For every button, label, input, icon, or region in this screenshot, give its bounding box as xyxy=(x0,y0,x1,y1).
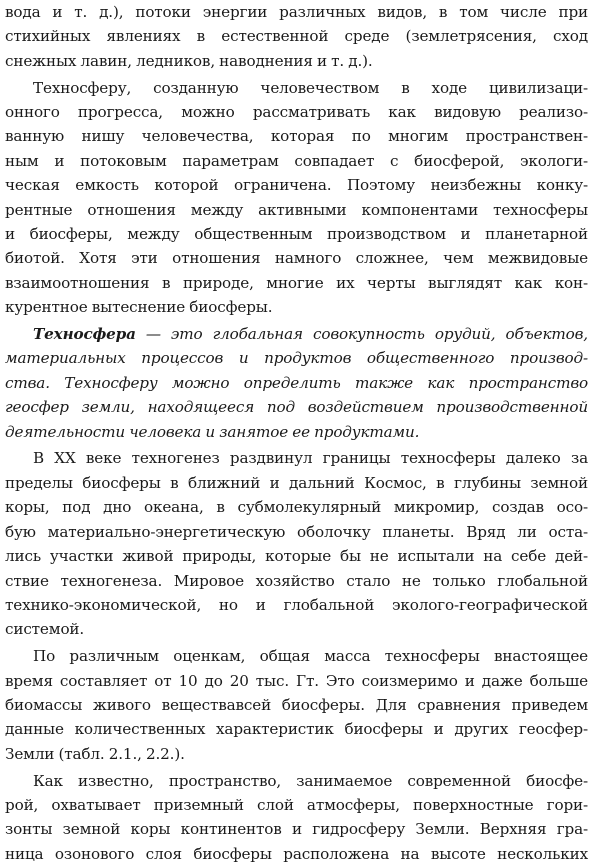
text-line: рентные отношения между активными компонентами техносферы xyxy=(5,200,588,219)
paragraph-hazards-continuation xyxy=(5,0,588,73)
text-line: ствие техногенеза. Мировое хозяйство стало не только глобальной xyxy=(5,571,588,590)
text-line: ница озонового слоя биосферы расположена на высоте нескольких xyxy=(5,844,588,863)
text-line: лись участки живой природы, которые бы не испытали на себе дей- xyxy=(5,547,588,566)
text-line: пределы биосферы в ближний и дальний Космос, в глубины земной xyxy=(5,473,588,492)
text-line: геосфер земли, находящееся под воздействием производственной xyxy=(5,398,588,417)
text-line: зонты земной коры континентов и гидросферу Земли. Верхняя гра- xyxy=(5,820,588,839)
text-line: время составляет от 10 до 20 тыс. Гт. Это соизмеримо и даже больше xyxy=(5,671,588,690)
text-line: бую материально-энергетическую оболочку планеты. Вряд ли оста- xyxy=(5,522,588,541)
text-line: Как известно, пространство, занимаемое современной биосфе- xyxy=(33,771,588,790)
paragraph-technosphere-definition xyxy=(5,322,588,444)
text-line: системой. xyxy=(5,620,85,639)
text-line: данные количественных характеристик биосферы и других геосфер- xyxy=(5,720,588,739)
paragraph-technosphere-niche xyxy=(5,76,588,320)
text-line: ным и потоковым параметрам совпадает с биосферой, экологи- xyxy=(5,151,588,170)
text-line: технико-экономической, но и глобальной эколого-географической xyxy=(5,595,588,614)
text-line: биомассы живого веществавсей биосферы. Для сравнения приведем xyxy=(5,695,588,714)
text-line: онного прогресса, можно рассматривать как видовую реализо- xyxy=(5,103,588,122)
text-line: ческая емкость которой ограничена. Поэтому неизбежны конку- xyxy=(5,176,588,195)
text-line: вода и т. д.), потоки энергии различных видов, в том числе при xyxy=(5,3,588,21)
text-line: курентное вытеснение биосферы. xyxy=(5,298,273,317)
text-line xyxy=(5,322,588,346)
text-line: Техносферу, созданную человечеством в ходе цивилизаци- xyxy=(33,78,588,97)
text-line: ванную нишу человечества, которая по многим пространствен- xyxy=(5,127,588,146)
text-line: коры, под дно океана, в субмолекулярный микромир, создав осо- xyxy=(5,498,588,517)
definition-text: — это глобальная совокупность орудий, объектов, xyxy=(135,325,588,344)
text-line: биотой. Хотя эти отношения намного сложнее, чем межвидовые xyxy=(5,249,588,268)
text-line: стихийных явлениях в естественной среде (землетрясения, сход xyxy=(5,27,588,46)
text-line: взаимоотношения в природе, многие их черты выглядят как кон- xyxy=(5,273,588,292)
defined-term: Техносфера xyxy=(33,325,136,344)
text-line: снежных лавин, ледников, наводнения и т. д.). xyxy=(5,51,373,70)
text-line: ства. Техносферу можно определить также как пространство xyxy=(5,373,588,392)
paragraph-biosphere-space xyxy=(5,769,588,866)
text-line: Земли (табл. 2.1., 2.2.). xyxy=(5,744,185,763)
text-line: рой, охватывает приземный слой атмосферы, поверхностные гори- xyxy=(5,795,588,814)
paragraph-technogenesis xyxy=(5,446,588,641)
text-line: По различным оценкам, общая масса техносферы внастоящее xyxy=(33,647,588,666)
text-line: материальных процессов и продуктов общественного производ- xyxy=(5,349,588,368)
text-line: и биосферы, между общественным производством и планетарной xyxy=(5,225,588,244)
paragraph-technosphere-mass xyxy=(5,644,588,766)
text-line: В XX веке техногенез раздвинул границы техносферы далеко за xyxy=(33,449,588,468)
text-line: деятельности человека и занятое ее продуктами. xyxy=(5,422,420,441)
